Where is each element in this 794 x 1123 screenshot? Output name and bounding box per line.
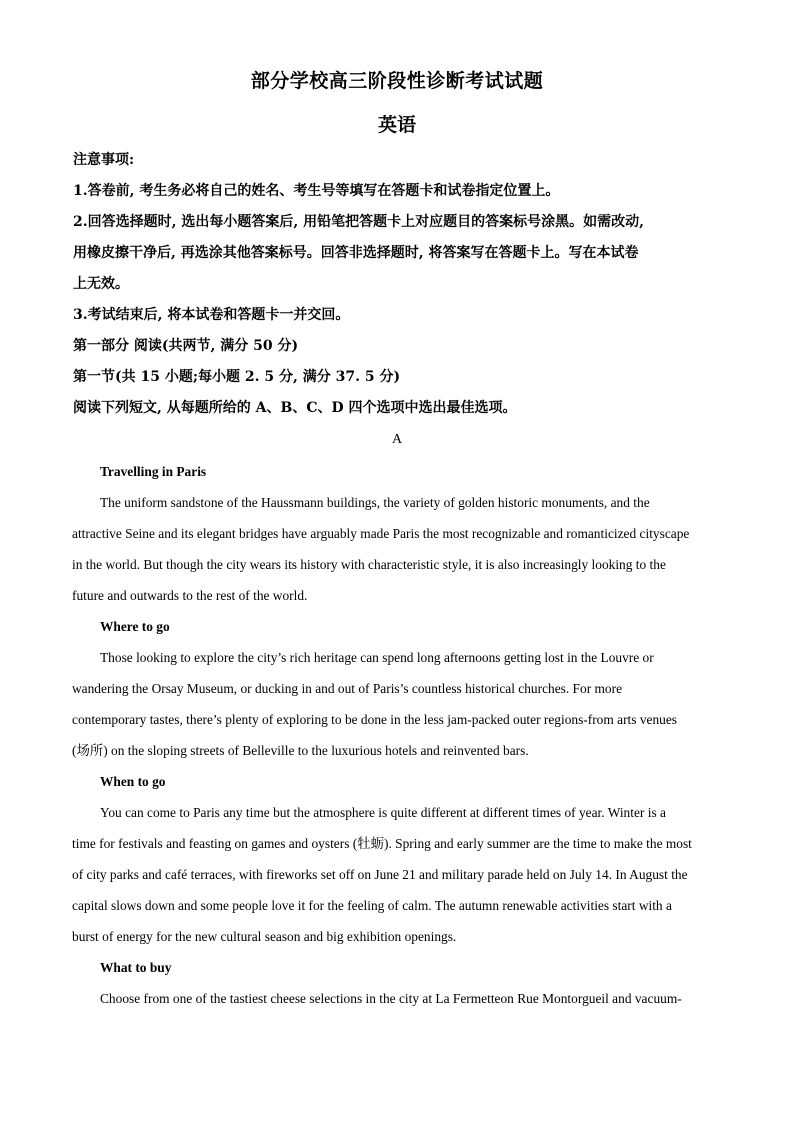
paragraph-line: of city parks and café terraces, with fireworks set off on June 21 and military parade held on July 14. In August the [72,867,688,882]
paragraph-line: future and outwards to the rest of the world. [72,588,308,603]
instruction-item-3: 3.考试结束后, 将本试卷和答题卡一并交回。 [73,307,350,323]
subheading-when-to-go: When to go [100,774,166,789]
reading-direction: 阅读下列短文, 从每题所给的 A、B、C、D 四个选项中选出最佳选项。 [73,400,517,416]
paragraph-line: wandering the Orsay Museum, or ducking in and out of Paris’s countless historical churches. For more [72,681,623,696]
paragraph-line: Those looking to explore the city’s rich heritage can spend long afternoons getting lost in the Louvre or [100,650,654,665]
instruction-item-2-line-1: 2.回答选择题时, 选出每小题答案后, 用铅笔把答题卡上对应题目的答案标号涂黑。如需改动, [73,214,644,230]
paragraph-line: burst of energy for the new cultural season and big exhibition openings. [72,929,457,944]
paragraph-line: Choose from one of the tastiest cheese selections in the city at La Fermetteon Rue Montorgueil and vacuum- [100,991,682,1006]
part-one-heading: 第一部分 阅读(共两节, 满分 50 分) [73,338,299,354]
instruction-item-2-line-3: 上无效。 [73,276,129,292]
exam-title: 部分学校高三阶段性诊断考试试题 [250,70,544,92]
paragraph-line: capital slows down and some people love it for the feeling of calm. The autumn renewable activities start with a [72,898,672,913]
paragraph-line: You can come to Paris any time but the atmosphere is quite different at different times of year. Winter is a [100,805,666,820]
instructions-heading: 注意事项: [73,152,135,168]
instruction-item-1: 1.答卷前, 考生务必将自己的姓名、考生号等填写在答题卡和试卷指定位置上。 [73,183,560,199]
paragraph-line: attractive Seine and its elegant bridges have arguably made Paris the most recognizable and romanticized cityscape [72,526,690,541]
paragraph-line: The uniform sandstone of the Haussmann buildings, the variety of golden historic monuments, and the [100,495,650,510]
passage-body [72,456,722,1014]
subheading-where-to-go: Where to go [100,619,170,634]
paragraph-line: contemporary tastes, there’s plenty of exploring to be done in the less jam-packed outer regions-from arts venues [72,712,677,727]
section-one-heading: 第一节(共 15 小题;每小题 2. 5 分, 满分 37. 5 分) [73,369,401,385]
exam-subject: 英语 [377,114,416,136]
subheading-what-to-buy: What to buy [100,960,172,975]
passage-letter: A [391,432,403,447]
paragraph-line: (场所) on the sloping streets of Belleville to the luxurious hotels and reinvented bars. [72,743,529,758]
paragraph-line: in the world. But though the city wears its history with characteristic style, it is also increasingly looking to the [72,557,666,572]
paragraph-line: time for festivals and feasting on games and oysters (牡蛎). Spring and early summer are the time to make the most [72,836,692,851]
passage-title: Travelling in Paris [100,464,207,479]
instruction-item-2-line-2: 用橡皮擦干净后, 再选涂其他答案标号。回答非选择题时, 将答案写在答题卡上。写在本试卷 [73,245,639,261]
